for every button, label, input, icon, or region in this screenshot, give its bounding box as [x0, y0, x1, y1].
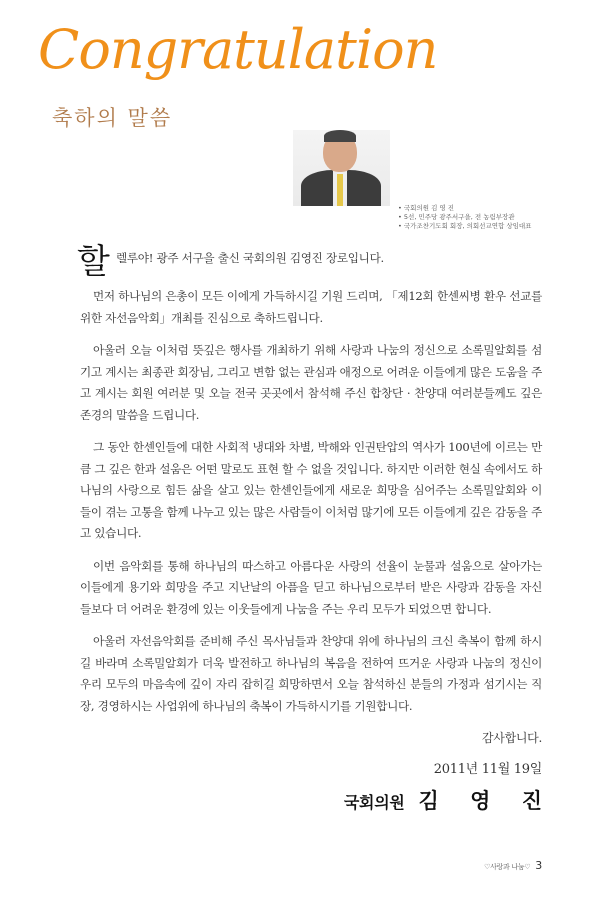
- paragraph: 먼저 하나님의 은총이 모든 이에게 가득하시길 기원 드리며, 「제12회 한센씨병 환우 선교를 위한 자선음악회」개최를 진심으로 축하드립니다.: [80, 289, 542, 325]
- page-footer: [80, 859, 542, 874]
- letter-body: [77, 0, 554, 914]
- letter-date: 2011년 11월 19일: [433, 762, 542, 777]
- publication-name: ♡사랑과 나눔♡: [484, 863, 531, 871]
- signature-role: 국회의원: [343, 793, 405, 812]
- lead-text: 렐루야! 광주 서구을 출신 국회의원 김영진 장로입니다.: [116, 251, 384, 265]
- page-number: 3: [535, 859, 542, 872]
- bio-line: • 국회의원 김 영 진: [398, 204, 455, 212]
- signature-name: 김 영 진: [418, 789, 554, 813]
- paragraph: 아울러 오늘 이처럼 뜻깊은 행사를 개최하기 위해 사랑과 나눔의 정신으로 소록밀알회를 섬기고 계시는 최종관 회장님, 그리고 변함 없는 관심과 애정으로 어려운 이들에게 많은 도움을 주고 계시는 회원 여러분 및 오늘 전국 곳곳에서 참석해 주신 합창단 · 찬양대 여러분들께도 깊은 존경의 말씀을 드립니다.: [80, 343, 542, 422]
- letter-lead: [77, 242, 542, 286]
- paragraph: 아울러 자선음악회를 준비해 주신 목사님들과 찬양대 위에 하나님의 크신 축복이 함께 하시길 바라며 소록밀알회가 더욱 발전하고 하나님의 복음을 전하여 뜨거운 사랑과 나눔의 정신이 우리 모두의 마음속에 깊이 자리 잡히길 희망하면서 오늘 참석하신 분들의 가정과 섬기시는 직장, 경영하시는 사업위에 하나님의 축복이 가득하시기를 기원합니다.: [80, 634, 542, 713]
- signature: [80, 786, 554, 819]
- closing: 감사합니다.: [482, 731, 542, 745]
- bio-line: • 5선, 민주당 광주서구을, 전 농림부장관: [398, 213, 515, 221]
- page-title: Congratulation: [38, 18, 438, 81]
- page-subtitle: 축하의 말씀: [52, 106, 173, 130]
- bio-line: • 국가조찬기도회 회장, 의회선교연합 상임대표: [398, 222, 532, 230]
- paragraph: 그 동안 한센인들에 대한 사회적 냉대와 차별, 박해와 인권탄압의 역사가 100년에 이르는 만큼 그 깊은 한과 설움은 어떤 말로도 표현 할 수 없을 것입니다. 하지만 이러한 현실 속에서도 하나님의 사랑으로 힘든 삶을 살고 있는 한센인들에게 새로운 희망을 심어주는 소록밀알회와 이들이 겪는 고통을 함께 나누고 있는 많은 사람들이 이처럼 많기에 모든 이들에게 깊은 감동을 주고 있습니다.: [80, 440, 542, 540]
- drop-cap: 할: [77, 242, 110, 282]
- paragraph: 이번 음악회를 통해 하나님의 따스하고 아름다운 사랑의 선율이 눈물과 설움으로 살아가는 이들에게 용기와 희망을 주고 지난날의 아픔을 딛고 하나님으로부터 받은 사랑과 감동을 자신들보다 더 어려운 환경에 있는 이웃들에게 나눔을 주는 우리 모두가 되었으면 합니다.: [80, 558, 542, 616]
